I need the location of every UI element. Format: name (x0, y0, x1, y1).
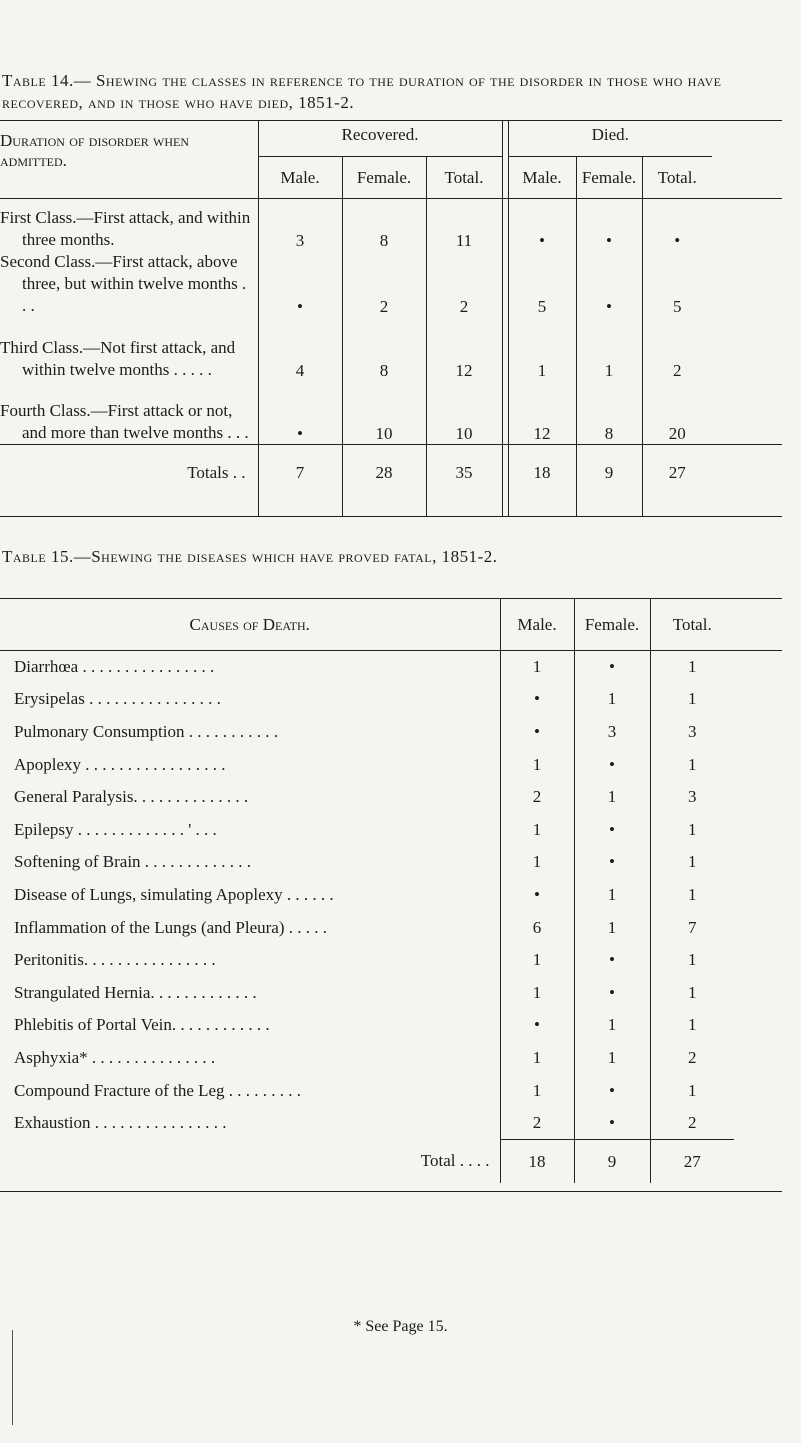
table15-cell-female: • (574, 1074, 650, 1107)
table15-cell-female: 1 (574, 879, 650, 912)
table15-cell-female: • (574, 944, 650, 977)
table14-cell-r-male: 4 (258, 317, 342, 381)
table15-cell-female: • (574, 813, 650, 846)
table15-cell-male: 1 (500, 813, 574, 846)
table15-cell-total: 1 (650, 944, 734, 977)
table15-cell-male: • (500, 1009, 574, 1042)
table15-cell-female: 1 (574, 683, 650, 716)
table15-cell-total: 1 (650, 683, 734, 716)
table15-row (0, 716, 782, 749)
table14-totals-label: Totals . . (187, 462, 246, 482)
table15-row (0, 944, 782, 977)
table14-total-r-female: 28 (342, 445, 426, 501)
cause-of-death: Peritonitis. . . . . . . . . . . . . . . . (14, 950, 216, 970)
table15-cell-female: • (574, 976, 650, 1009)
table15-row (0, 976, 782, 1009)
table15-cell-male: • (500, 879, 574, 912)
cause-of-death: Epilepsy . . . . . . . . . . . . . ' . . . (14, 819, 217, 839)
table15-cell-total: 1 (650, 651, 734, 684)
table15-cell-male: 1 (500, 1042, 574, 1075)
recovered-male-header: Male. (258, 157, 342, 199)
table14-cell-d-male: 1 (508, 317, 576, 381)
table15-row (0, 879, 782, 912)
table15-cell-male: • (500, 716, 574, 749)
table14-title (2, 70, 782, 114)
table14-cell-d-male: 5 (508, 251, 576, 317)
table14-cell-r-total: 12 (426, 317, 502, 381)
table15-cell-total: 1 (650, 879, 734, 912)
table14-cell-d-male: • (508, 199, 576, 251)
cause-of-death: Apoplexy . . . . . . . . . . . . . . . . . (14, 754, 226, 774)
table15-row (0, 846, 782, 879)
table15-cell-female: • (574, 846, 650, 879)
table14-cell-d-total: • (642, 199, 712, 251)
table15-title-lead: Table 15. (2, 547, 74, 566)
table15-cell-male: • (500, 683, 574, 716)
table15-cell-female: • (574, 748, 650, 781)
table14-row-label: Fourth Class.—First attack or not, and more than twelve months . . . (0, 401, 249, 442)
table15-row (0, 781, 782, 814)
table15-title-text: —Shewing the diseases which have proved fatal, 1851-2. (73, 547, 498, 566)
table15-cell-total: 2 (650, 1107, 734, 1140)
table14-cell-r-male: 3 (258, 199, 342, 251)
table14-row (0, 199, 782, 251)
table15-cell-male: 1 (500, 846, 574, 879)
table15-cell-male: 6 (500, 911, 574, 944)
table14-row-label: Third Class.—Not first attack, and within twelve months . . . . . (0, 337, 236, 379)
table14-cell-r-male: • (258, 381, 342, 445)
table14-total-d-total: 27 (642, 445, 712, 501)
died-female-header: Female. (576, 157, 642, 199)
table14-cell-d-male: 12 (508, 381, 576, 445)
table14-row (0, 381, 782, 445)
table14-cell-d-female: 8 (576, 381, 642, 445)
female-header: Female. (574, 599, 650, 651)
total-header: Total. (650, 599, 734, 651)
died-male-header: Male. (508, 157, 576, 199)
table15-cell-female: 1 (574, 1042, 650, 1075)
table14-title-text: — Shewing the classes in reference to the duration of the disorder in those who have recovered, and in those who have died, 1851-2. (2, 71, 722, 112)
table15-total-total: 27 (650, 1139, 734, 1183)
table14-cell-r-female: 10 (342, 381, 426, 445)
table15-total-label: Total . . . . (420, 1151, 490, 1171)
table15-cell-total: 1 (650, 846, 734, 879)
causes-header: Causes of Death. (189, 614, 310, 634)
table14-cell-d-female: 1 (576, 317, 642, 381)
table15-cell-total: 2 (650, 1042, 734, 1075)
table15-cell-total: 1 (650, 1009, 734, 1042)
table15-row (0, 748, 782, 781)
table15-row (0, 1009, 782, 1042)
table14-row-label: Second Class.—First attack, above three, but within twelve months . . . (0, 251, 247, 315)
recovered-female-header: Female. (342, 157, 426, 199)
cause-of-death: Exhaustion . . . . . . . . . . . . . . . . (14, 1113, 227, 1133)
table14-totals-row (0, 445, 782, 501)
table15-cell-female: • (574, 651, 650, 684)
table14-cell-r-female: 8 (342, 317, 426, 381)
table14-cell-d-total: 2 (642, 317, 712, 381)
cause-of-death: Erysipelas . . . . . . . . . . . . . . . . (14, 689, 221, 709)
table14-total-d-male: 18 (508, 445, 576, 501)
table14-total-r-male: 7 (258, 445, 342, 501)
died-header: Died. (508, 121, 712, 157)
table15-cell-male: 1 (500, 976, 574, 1009)
table14-cell-r-male: • (258, 251, 342, 317)
table15-cell-female: 1 (574, 911, 650, 944)
table14 (0, 120, 782, 517)
footnote: * See Page 15. (353, 1318, 448, 1335)
table15-cell-female: 3 (574, 716, 650, 749)
died-total-header: Total. (642, 157, 712, 199)
table15-cell-male: 1 (500, 748, 574, 781)
table15-cell-total: 1 (650, 1074, 734, 1107)
table15 (0, 598, 782, 1192)
cause-of-death: Inflammation of the Lungs (and Pleura) . . . . . (14, 917, 328, 937)
cause-of-death: Softening of Brain . . . . . . . . . . . . . (14, 852, 252, 872)
male-header: Male. (500, 599, 574, 651)
table15-total-row (0, 1139, 782, 1183)
table14-row (0, 317, 782, 381)
table15-cell-female: 1 (574, 781, 650, 814)
table14-row-label: First Class.—First attack, and within three months. (0, 207, 251, 249)
table15-cell-male: 1 (500, 651, 574, 684)
table15-row (0, 1042, 782, 1075)
table15-row (0, 1074, 782, 1107)
table14-title-lead: Table 14. (2, 71, 74, 90)
table15-cell-total: 1 (650, 813, 734, 846)
cause-of-death: Strangulated Hernia. . . . . . . . . . . . . (14, 982, 257, 1002)
table15-row (0, 911, 782, 944)
cause-of-death: Diarrhœa . . . . . . . . . . . . . . . . (14, 657, 215, 677)
table15-title (2, 546, 782, 568)
table15-cell-male: 1 (500, 944, 574, 977)
table14-cell-d-female: • (576, 251, 642, 317)
table15-row (0, 683, 782, 716)
table15-row (0, 651, 782, 684)
page-edge (12, 1330, 13, 1425)
table15-total-male: 18 (500, 1139, 574, 1183)
table15-total-female: 9 (574, 1139, 650, 1183)
table14-cell-r-total: 2 (426, 251, 502, 317)
table15-cell-male: 2 (500, 1107, 574, 1140)
cause-of-death: Asphyxia* . . . . . . . . . . . . . . . (14, 1047, 216, 1067)
table14-cell-r-female: 2 (342, 251, 426, 317)
table15-cell-total: 7 (650, 911, 734, 944)
table14-total-d-female: 9 (576, 445, 642, 501)
cause-of-death: Disease of Lungs, simulating Apoplexy . . . . . . (14, 884, 334, 904)
table14-cell-r-total: 11 (426, 199, 502, 251)
table15-cell-male: 1 (500, 1074, 574, 1107)
table15-cell-total: 1 (650, 976, 734, 1009)
table15-cell-female: 1 (574, 1009, 650, 1042)
cause-of-death: Compound Fracture of the Leg . . . . . . . . . (14, 1080, 302, 1100)
table14-cell-d-female: • (576, 199, 642, 251)
table14-total-r-total: 35 (426, 445, 502, 501)
cause-of-death: General Paralysis. . . . . . . . . . . . . . (14, 787, 249, 807)
recovered-total-header: Total. (426, 157, 502, 199)
cause-of-death: Pulmonary Consumption . . . . . . . . . . . (14, 721, 278, 741)
table14-cell-r-total: 10 (426, 381, 502, 445)
cause-of-death: Phlebitis of Portal Vein. . . . . . . . . . . . (14, 1015, 270, 1035)
table14-cell-d-total: 5 (642, 251, 712, 317)
table15-cell-total: 1 (650, 748, 734, 781)
table14-row (0, 251, 782, 317)
table15-row (0, 1107, 782, 1140)
table14-cell-r-female: 8 (342, 199, 426, 251)
table15-cell-male: 2 (500, 781, 574, 814)
table14-cell-d-total: 20 (642, 381, 712, 445)
table15-cell-female: • (574, 1107, 650, 1140)
table15-cell-total: 3 (650, 716, 734, 749)
recovered-header: Recovered. (258, 121, 502, 157)
col-duration-header: Duration of disorder when admitted. (0, 131, 190, 170)
table15-cell-total: 3 (650, 781, 734, 814)
table15-row (0, 813, 782, 846)
